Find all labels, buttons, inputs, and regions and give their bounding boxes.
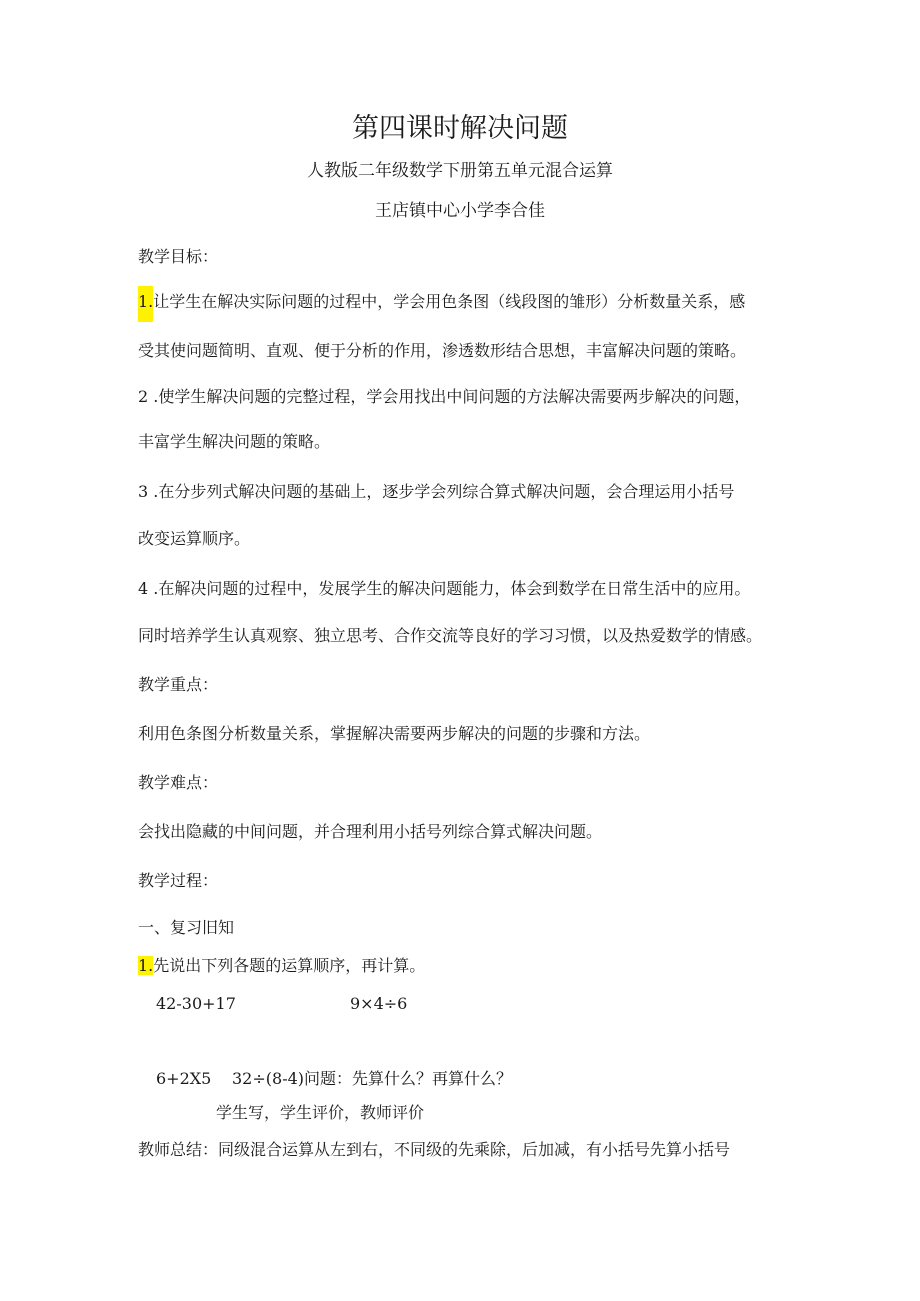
document-title: 第四课时解决问题 (352, 113, 568, 144)
objective-item-4-line-1: 4 .在解决问题的过程中，发展学生的解决问题能力，体会到数学在日常生活中的应用。 (138, 579, 751, 598)
objective-item-4-line-2: 同时培养学生认真观察、独立思考、合作交流等良好的学习习惯，以及热爱数学的情感。 (138, 626, 763, 645)
expression-a: 42-30+17 (156, 994, 236, 1013)
process-section-review: 一、复习旧知 (138, 918, 235, 937)
student-activity-line: 学生写，学生评价，教师评价 (216, 1103, 425, 1122)
process-question-1 (138, 958, 425, 974)
objective-item-2-line-1: 2 .使学生解决问题的完整过程，学会用找出中间问题的方法解决需要两步解决的问题， (138, 387, 751, 406)
objective-item-1-text: 让学生在解决实际问题的过程中，学会用色条图（线段图的雏形）分析数量关系，感 (153, 292, 746, 311)
process-heading: 教学过程： (138, 871, 219, 890)
process-question-1-number: 1. (138, 956, 154, 975)
objective-item-3-line-2: 改变运算顺序。 (138, 529, 251, 548)
objective-item-3-line-1: 3 .在分步列式解决问题的基础上，逐步学会列综合算式解决问题，会合理运用小括号 (138, 482, 735, 501)
process-question-1-text: 先说出下列各题的运算顺序，再计算。 (153, 956, 426, 975)
objective-item-1-line-1 (138, 294, 745, 322)
expression-d: 32÷(8-4)问题：先算什么？再算什么？ (232, 1069, 513, 1088)
objective-item-1-line-2: 受其使问题简明、直观、便于分析的作用，渗透数形结合思想，丰富解决问题的策略。 (138, 341, 747, 360)
expression-b: 9×4÷6 (350, 994, 408, 1013)
objective-item-1-number: 1. (138, 286, 153, 322)
document-subtitle: 人教版二年级数学下册第五单元混合运算 (307, 161, 613, 181)
document-author: 王店镇中心小学李合佳 (375, 201, 545, 221)
key-points-heading: 教学重点： (138, 675, 219, 694)
teacher-summary: 教师总结：同级混合运算从左到右，不同级的先乘除，后加减，有小括号先算小括号 (138, 1140, 731, 1159)
expression-c: 6+2X5 (156, 1069, 212, 1088)
objectives-heading: 教学目标： (138, 247, 219, 266)
difficulties-heading: 教学难点： (138, 773, 219, 792)
objective-item-2-line-2: 丰富学生解决问题的策略。 (138, 432, 331, 451)
difficulties-text: 会找出隐藏的中间问题，并合理利用小括号列综合算式解决问题。 (138, 822, 603, 841)
key-points-text: 利用色条图分析数量关系，掌握解决需要两步解决的问题的步骤和方法。 (138, 724, 651, 743)
